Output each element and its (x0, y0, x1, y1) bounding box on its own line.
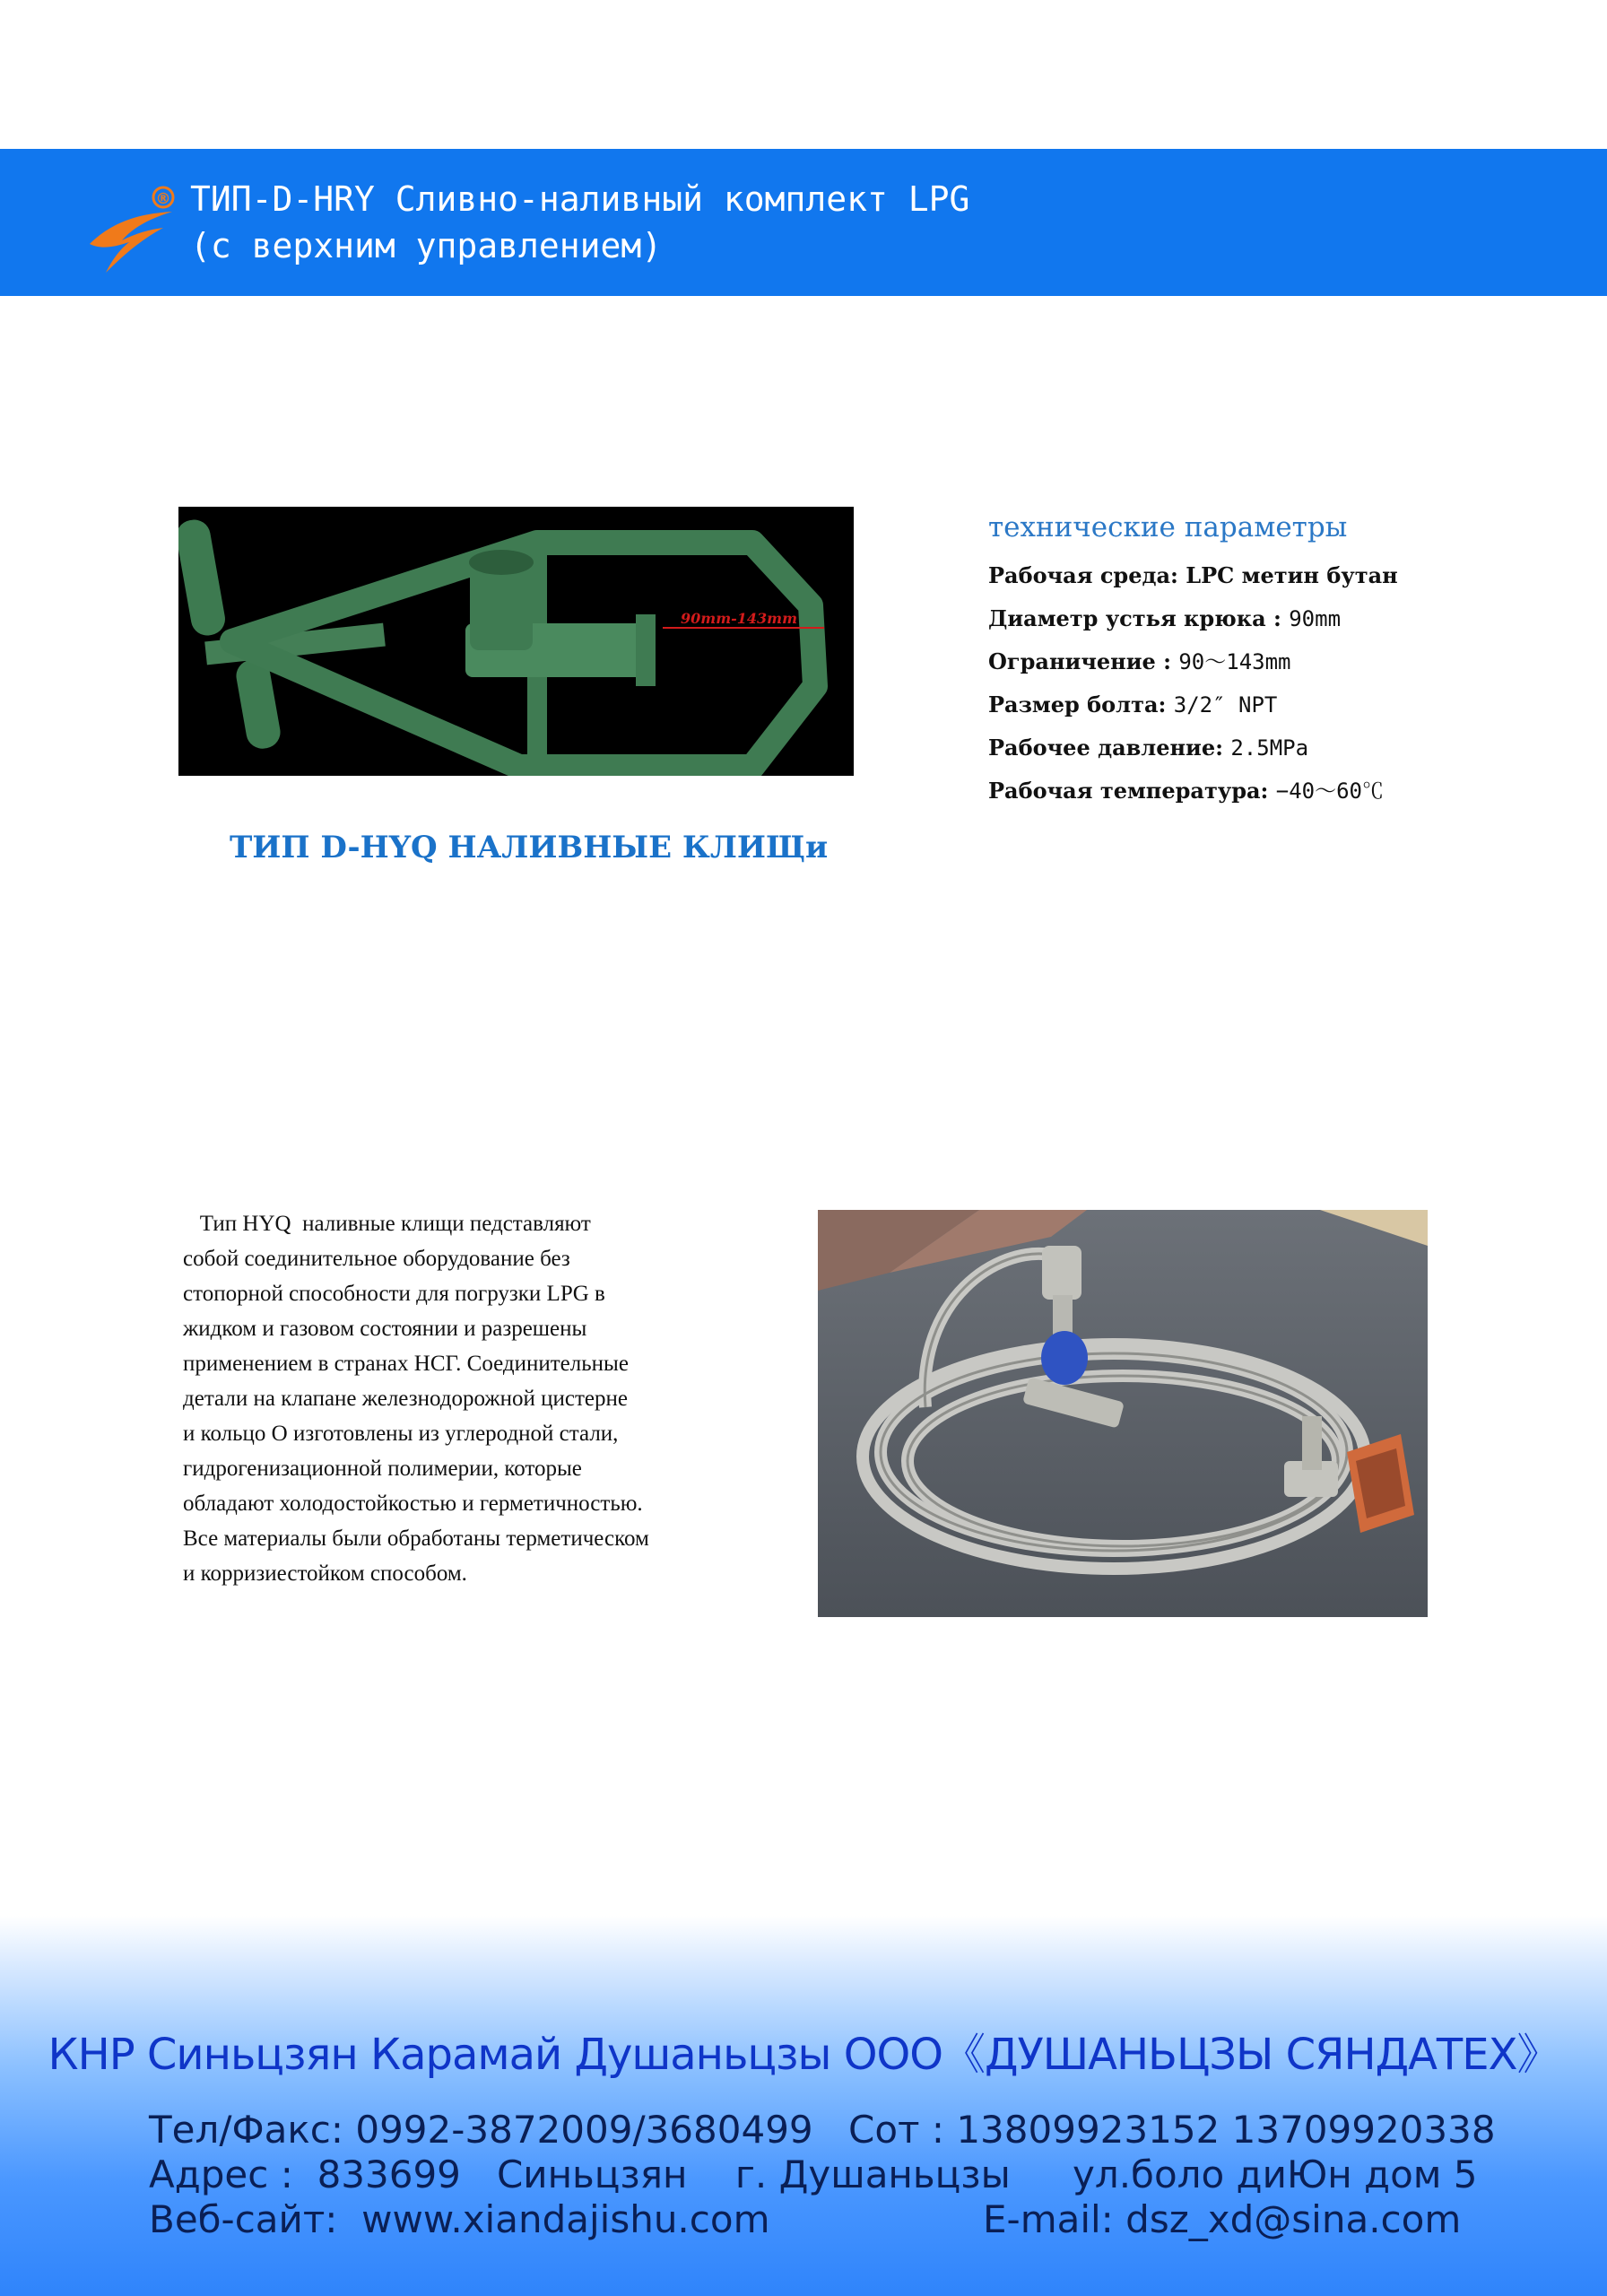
street: ул.боло диЮн дом 5 (1073, 2152, 1478, 2196)
spec-row (988, 640, 1398, 683)
clamp-product-image (178, 507, 854, 776)
spec-value: 90mm (1289, 606, 1342, 631)
spec-value: 2.5MPa (1230, 735, 1309, 761)
spec-label: Ограничение : (988, 648, 1179, 674)
header-title-line1: ТИП-D-HRY Сливно-наливный комплект LPG (190, 179, 970, 219)
description-line: стопорной способности для погрузки LPG в (183, 1282, 605, 1306)
phone-fax: Тел/Факс: 0992-3872009/3680499 (149, 2108, 813, 2152)
spec-row (988, 726, 1398, 770)
hose-assembly-photo (818, 1210, 1428, 1617)
description-line: Тип HYQ наливные клищи педставляют (183, 1212, 591, 1236)
swoosh-logo-icon (86, 176, 185, 274)
header-title-line2: (с верхним управлением) (190, 226, 663, 265)
description-line: применением в странах НСГ. Соединительные (183, 1352, 629, 1376)
spec-value: метин бутан (1234, 562, 1398, 588)
spec-label: Размер болта: (988, 691, 1174, 718)
company-name: КНР Синьцзян Карамай Душаньцзы ООО《ДУШАНЬЦЗЫ СЯНДАТЕХ》 (48, 2030, 1559, 2080)
description-line: обладают холодостойкостью и герметичностью. (183, 1492, 643, 1516)
product-description (183, 1206, 775, 1591)
header-title (190, 176, 969, 269)
product-caption: ТИП D-HYQ НАЛИВНЫЕ КЛИЩи (230, 830, 829, 865)
spec-value: 90～143mm (1178, 649, 1291, 674)
description-line: и кольцо О изготовлены из углеродной стали, (183, 1422, 619, 1446)
spec-row (988, 597, 1398, 640)
contact-row-web (149, 2197, 1462, 2241)
spec-label: Диаметр устья крюка : (988, 605, 1290, 631)
spec-label: Рабочая среда: LPC (988, 562, 1235, 588)
description-line: Все материалы были обработаны терметическом (183, 1526, 649, 1551)
description-line: и корризиестойком способом. (183, 1561, 467, 1586)
spec-row (988, 683, 1398, 726)
email[interactable]: E-mail: dsz_xd@sina.com (983, 2197, 1462, 2241)
spec-row (988, 770, 1398, 813)
specs-heading: технические параметры (988, 511, 1348, 544)
spec-value: 3/2″ NPT (1173, 692, 1278, 718)
registered-mark: ® (155, 190, 171, 208)
description-line: собой соединительное оборудование без (183, 1247, 570, 1271)
address: Адрес : 833699 Синьцзян г. Душаньцзы (149, 2152, 1011, 2196)
description-line: детали на клапане железнодорожной цистерне (183, 1387, 628, 1411)
description-line: жидком и газовом состоянии и разрешены (183, 1317, 587, 1341)
dimension-label: 90mm-143mm (681, 610, 798, 627)
mobile-phone: Сот : 13809923152 13709920338 (848, 2108, 1496, 2152)
spec-value: −40～60℃ (1275, 778, 1385, 804)
technical-specs (988, 511, 1398, 813)
description-line: гидрогенизационной полимерии, которые (183, 1457, 582, 1481)
contact-row-address (149, 2152, 1478, 2196)
spec-row (988, 554, 1398, 597)
spec-label: Рабочая температура: (988, 778, 1276, 804)
spec-label: Рабочее давление: (988, 735, 1231, 761)
website[interactable]: Веб-сайт: www.xiandajishu.com (149, 2197, 770, 2241)
contact-row-phone (149, 2108, 1496, 2152)
